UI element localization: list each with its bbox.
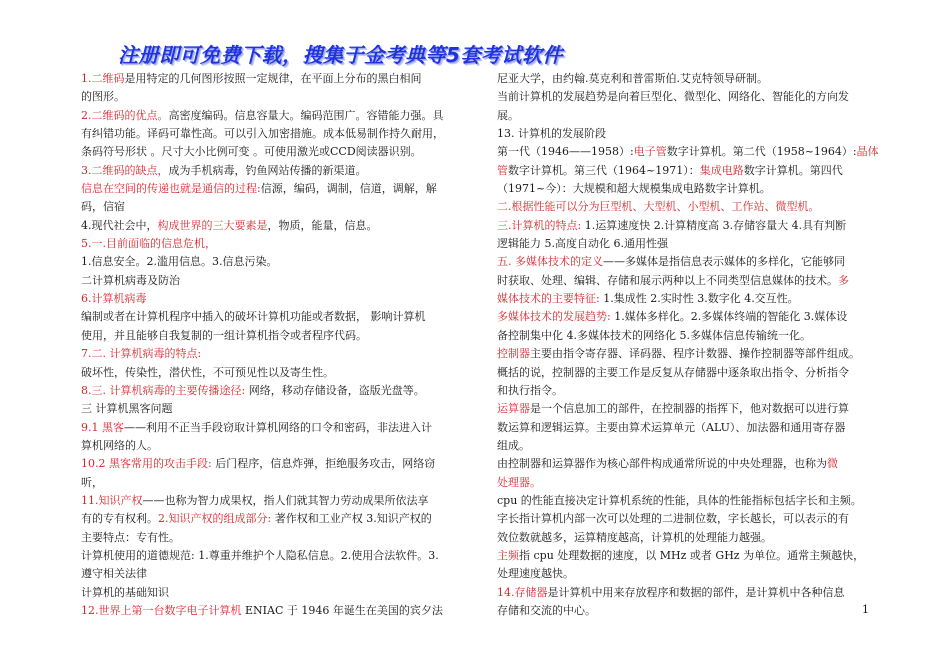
text-line [81, 162, 459, 180]
text-line [497, 565, 874, 583]
text-segment: ——多媒体是指信息表示媒体的多样化，它能够同 [603, 255, 845, 269]
highlighted-term: 信息在空间的传递也就是通信的过程: [81, 182, 261, 196]
highlighted-term: 五. 多媒体技术的定义 [497, 255, 603, 269]
text-line [81, 364, 459, 382]
text-segment: 遵守相关法律 [81, 567, 147, 581]
highlighted-term: 集成电路 [699, 163, 744, 177]
text-line [81, 584, 459, 602]
text-line [81, 400, 459, 418]
text-segment: 条码符号形状 。尺寸大小比例可变 。可使用激光或CCD阅读器识别。 [81, 145, 422, 159]
highlighted-term: 控制器 [497, 347, 530, 361]
text-line [497, 492, 874, 510]
text-line [81, 70, 459, 88]
text-line [497, 419, 874, 437]
text-line [497, 308, 874, 326]
text-line [497, 198, 874, 216]
left-column [81, 70, 459, 620]
text-line [497, 162, 874, 180]
text-line [497, 327, 874, 345]
highlighted-term: 主频 [497, 548, 519, 562]
text-segment: 第一代（1946——1958）: [497, 145, 634, 159]
text-line [497, 364, 874, 382]
text-segment: 数运算和逻辑运算。主要由算术运算单元（ALU）、加法器和通用寄存器 [497, 420, 846, 434]
text-line [497, 382, 874, 400]
highlighted-term: 晶体 [856, 145, 879, 159]
text-segment: 主要特点：专有性。 [81, 530, 180, 544]
text-segment: 当前计算机的发展趋势是向着巨型化、微型化、网络化、智能化的方向发 [497, 90, 849, 104]
page-number: 1 [862, 603, 869, 616]
text-segment: 码，信宿 [81, 200, 125, 214]
highlighted-term: 1.二维码 [81, 72, 125, 85]
highlighted-term: 构成世界的三大要素是 [157, 218, 268, 232]
text-line [497, 474, 874, 492]
text-line [81, 180, 459, 198]
highlighted-term: 3.二维码的缺点， [81, 163, 169, 177]
highlighted-term: 14.存储器 [497, 585, 548, 599]
text-line [81, 437, 459, 455]
highlighted-term: 7.二. 计算机病毒的特点: [81, 347, 202, 361]
text-line [497, 88, 874, 106]
right-column [497, 70, 879, 620]
text-segment: 数字计算机。第三代（1964~1971）： [508, 163, 700, 177]
highlighted-term: 三.计算机的特点: [497, 218, 582, 232]
text-line [81, 547, 459, 565]
text-segment: 备控制集中化 4.多媒体技术的网络化 5.多媒体信息传输统一化。 [497, 328, 811, 342]
text-segment: 破坏性，传染性，潜伏性，不可预见性以及寄生性。 [81, 365, 334, 379]
text-segment: 组成。 [497, 438, 530, 452]
text-segment: 算机网络的人。 [81, 438, 158, 452]
text-segment: 网络，移动存储设备，盗版光盘等。 [245, 383, 425, 397]
highlighted-term: 运算器 [497, 402, 530, 416]
text-segment: 编制或者在计算机程序中插入的破坏计算机功能或者数据， 影响计算机 [81, 310, 426, 324]
text-segment: 著作权和工业产权 3.知识产权的 [271, 512, 432, 526]
text-line [497, 345, 874, 363]
text-segment: 1.集成性 2.实时性 3.数字化 4.交互性。 [599, 292, 799, 306]
text-segment: 处理速度越快。 [497, 567, 574, 581]
download-banner[interactable]: 注册即可免费下载，搜集于金考典等5套考试软件 [118, 43, 563, 67]
text-line [81, 345, 459, 363]
text-line [497, 107, 874, 125]
text-line [81, 492, 459, 510]
text-segment: 1.媒体多样化。2.多媒体终端的智能化 3.媒体设 [610, 310, 848, 324]
text-line [81, 272, 459, 290]
highlighted-term: 多媒体技术的发展趋势: [497, 310, 611, 324]
text-segment: 的图形。 [81, 90, 125, 104]
text-segment: ——利用不正当手段窃取计算机网络的口令和密码，非法进入计 [124, 420, 432, 434]
text-segment: 有的专有权利。 [81, 512, 158, 526]
text-line [497, 125, 874, 143]
text-segment: 概括的说，控制器的主要工作是反复从存储器中逐条取出指令、分析指令 [497, 365, 849, 379]
text-segment: 是计算机中用来存放程序和数据的部件，是计算机中各种信息 [547, 585, 845, 599]
text-line [497, 217, 874, 235]
text-segment: 成为手机病毒，钓鱼网站传播的新渠道。 [168, 163, 367, 177]
text-segment: 是一个信息加工的部件，在控制器的指挥下，他对数据可以进行算 [530, 402, 849, 416]
text-line [81, 419, 459, 437]
text-segment: 是用特定的几何图形按照一定规律，在平面上分布的黑白相间 [124, 72, 422, 85]
text-line [497, 547, 874, 565]
text-line [81, 235, 459, 253]
text-line [497, 70, 874, 88]
text-segment: 二计算机病毒及防治 [81, 273, 180, 287]
text-line [497, 455, 874, 473]
text-line [497, 180, 874, 198]
text-segment: 效位数就越多，运算精度越高，计算机的处理能力越强。 [497, 530, 772, 544]
text-line [497, 235, 874, 253]
text-line [81, 125, 459, 143]
text-segment: 三 计算机黑客问题 [81, 402, 173, 416]
text-segment: 和执行指令。 [497, 383, 563, 397]
text-line [81, 107, 459, 125]
text-segment: （1971~今）：大规模和超大规模集成电路数字计算机。 [497, 182, 771, 196]
text-segment: 听， [81, 475, 103, 489]
highlighted-term: 8.三. 计算机病毒的主要传播途径: [81, 383, 246, 397]
text-segment: 逻辑能力 5.高度自动化 6.通用性强 [497, 237, 668, 251]
text-line [81, 455, 459, 473]
highlighted-term: 12.世界上第一台数字电子计算机 [81, 603, 242, 617]
text-line [81, 253, 459, 271]
highlighted-term: 6.计算机病毒 [81, 292, 147, 306]
text-line [81, 529, 459, 547]
text-segment: 指 cpu 处理数据的速度，以 MHz 或者 GHz 为单位。通常主频越快， [519, 548, 865, 562]
text-line [81, 217, 459, 235]
text-segment: ，物质，能量，信息。 [267, 218, 378, 232]
text-segment: 数字计算机。第四代 [743, 163, 843, 177]
text-line [81, 327, 459, 345]
highlighted-term: 2.二维码的优点。 [81, 108, 169, 122]
text-line [81, 143, 459, 161]
highlighted-term: 处理器。 [497, 475, 541, 489]
text-line [497, 272, 874, 290]
highlighted-term: 电子管 [633, 145, 667, 159]
text-line [81, 565, 459, 583]
text-line [81, 510, 459, 528]
text-line [497, 584, 874, 602]
text-line [81, 382, 459, 400]
highlighted-term: 11.知识产权 [81, 493, 143, 507]
text-line [497, 290, 874, 308]
text-segment: 由控制器和运算器作为核心部件构成通常所说的中央处理器，也称为 [497, 457, 827, 471]
text-segment: ENIAC 于 1946 年诞生在美国的宾夕法 [241, 603, 443, 617]
text-line [497, 253, 874, 271]
text-line [497, 529, 874, 547]
text-line [497, 143, 879, 161]
text-segment: 字长指计算机内部一次可以处理的二进制位数，字长越长，可以表示的有 [497, 512, 849, 526]
highlighted-term: 10.2 黑客常用的攻击手段: [81, 457, 212, 471]
text-segment: 展。 [497, 108, 519, 122]
text-line [497, 602, 874, 620]
highlighted-term: 二.根据性能可以分为巨型机、大型机、小型机、工作站、微型机。 [497, 200, 820, 214]
text-segment: 信源，编码，调制，信道，调解，解 [260, 182, 437, 196]
text-segment: 主要由指令寄存器、译码器、程序计数器、操作控制器等部件组成。 [530, 347, 860, 361]
text-segment: 计算机使用的道德规范: 1.尊重并维护个人隐私信息。2.使用合法软件。3. [81, 548, 439, 562]
text-segment: 高密度编码。信息容量大。编码范围广。容错能力强。具 [168, 108, 444, 122]
text-line [81, 308, 459, 326]
text-segment: 有纠错功能。译码可靠性高。可以引入加密措施。成本低易制作持久耐用， [81, 127, 444, 141]
text-segment: 13. 计算机的发展阶段 [497, 127, 606, 141]
text-line [497, 510, 874, 528]
highlighted-term: 9.1 黑客 [81, 420, 124, 434]
highlighted-term: 媒体技术的主要特征: [497, 292, 600, 306]
highlighted-term: 多 [838, 273, 849, 287]
text-segment: 4.现代社会中， [81, 218, 158, 232]
highlighted-term: 2.知识产权的组成部分: [158, 512, 272, 526]
text-line [497, 437, 874, 455]
text-line [81, 602, 459, 620]
text-line [81, 290, 459, 308]
text-segment: cpu 的性能直接决定计算机系统的性能，具体的性能指标包括字长和主频。 [497, 493, 862, 507]
text-segment: ——也称为智力成果权，指人们就其智力劳动成果所依法享 [142, 493, 429, 507]
text-segment: 使用，并且能够自我复制的一组计算机指令或者程序代码。 [81, 328, 367, 342]
text-segment: 存储和交流的中心。 [497, 603, 596, 617]
text-segment: 计算机的基础知识 [81, 585, 169, 599]
text-line [497, 400, 874, 418]
text-line [81, 198, 459, 216]
text-line [81, 88, 459, 106]
highlighted-term: 管 [497, 163, 508, 177]
text-segment: 数字计算机。第二代（1958~1964）: [666, 145, 857, 159]
text-segment: 后门程序，信息炸弹，拒绝服务攻击，网络窃 [211, 457, 436, 471]
text-segment: 1.运算速度快 2.计算精度高 3.存储容量大 4.具有判断 [581, 218, 847, 232]
highlighted-term: 5.一.目前面临的信息危机， [81, 237, 216, 251]
highlighted-term: 微 [827, 457, 838, 471]
text-line [81, 474, 459, 492]
text-segment: 时获取、处理、编辑、存储和展示两种以上不同类型信息媒体的技术。 [497, 273, 838, 287]
text-segment: 尼亚大学，由约翰.莫克利和普雷斯伯.艾克特领导研制。 [497, 72, 768, 85]
text-segment: 1.信息安全。2.滥用信息。3.信息污染。 [81, 255, 278, 269]
